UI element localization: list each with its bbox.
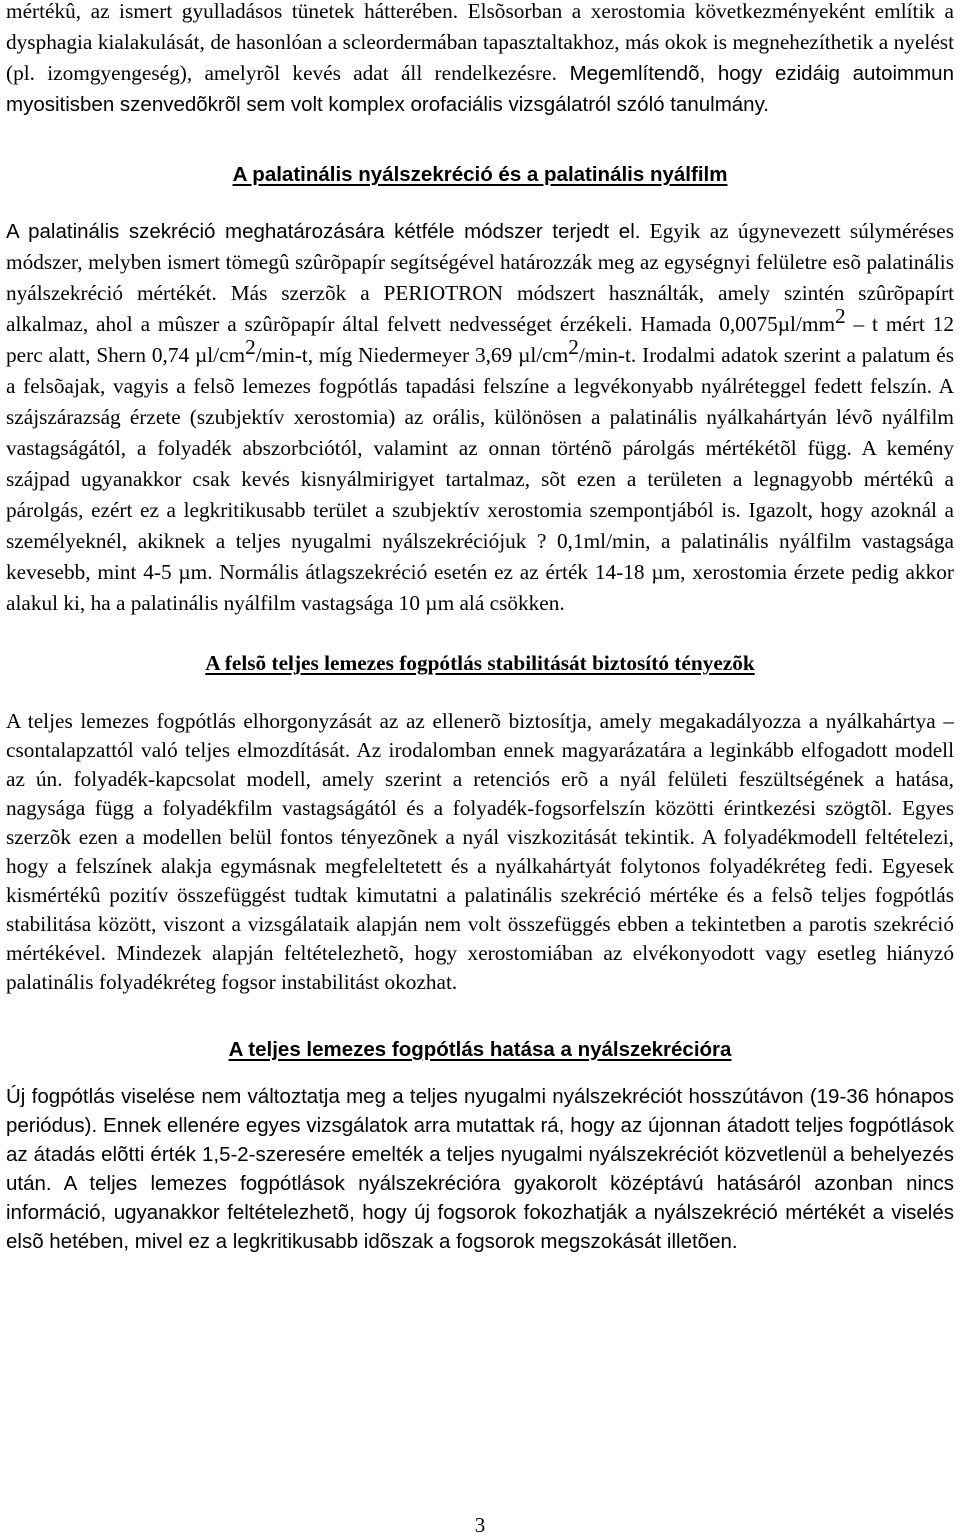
section-heading-palatinal	[6, 160, 954, 189]
section-heading-secretion-text: A teljes lemezes fogpótlás hatása a nyálszekrécióra	[228, 1038, 732, 1061]
text-run: Egyes szerzõk ezen a modellen belül fontos tényezõnek a nyál viszkozitását tekintik.	[6, 796, 954, 849]
page-number: 3	[474, 1513, 486, 1537]
text-run: Új fogpótlás viselése nem változtatja meg a teljes nyugalmi nyálszekréciót hosszútávon (19-36 hónapos periódus).	[6, 1085, 954, 1137]
text-run: A palatinális szekréció meghatározására kétféle módszer terjedt el.	[6, 220, 641, 243]
section-heading-palatinal-text: A palatinális nyálszekréció és a palatinális nyálfilm	[232, 163, 728, 186]
palatinal-paragraph	[6, 217, 954, 620]
superscript: 2	[245, 335, 256, 359]
stability-paragraph	[6, 707, 954, 997]
intro-sentence-2: Megemlítendõ, hogy ezidáig autoimmun myositisben szenvedõkrõl sem volt komplex orofaciális vizsgálatról szóló tanulmány.	[6, 62, 954, 116]
section-heading-secretion	[6, 1035, 954, 1064]
document-page	[6, 0, 954, 1256]
text-run: /min-t, míg Niedermeyer 3,69 µl/cm	[255, 343, 569, 367]
text-run: Más szerzõk a PERIOTRON módszert használták, amely szintén szûrõpapírt alkalmaz, ahol a mûszer a szûrõpapír által felvett nedvességet érzékeli. Hamada 0,0075µl/mm	[6, 281, 954, 336]
section-heading-stability	[6, 649, 954, 678]
text-run: A teljes lemezes fogpótlás elhorgonyzását az az ellenerõ biztosítja, amely megakadályozza a nyálkahártya – csontalapzattól való teljes elmozdítását.	[6, 709, 954, 762]
intro-paragraph	[6, 0, 954, 121]
superscript: 2	[568, 335, 579, 359]
text-run: /min-t.	[578, 343, 637, 367]
text-run: A kemény szájpad ugyanakkor csak kevés kisnyálmirigyet tartalmaz, sõt ezen a területen a legnagyobb mértékû a párolgás, ezért ez a legkritikusabb terület a szubjektív xerostomia szempontjából is.	[6, 436, 955, 522]
text-run: Normális átlagszekréció esetén ez az érték 14-18 µm, xerostomia érzete pedig akkor alakul ki, ha a palatinális nyálfilm vastagsága 10 µm alá csökken.	[6, 560, 954, 615]
text-run: A teljes lemezes fogpótlások nyálszekrécióra gyakorolt középtávú hatásáról azonban nincs információ, ugyanakkor feltételezhetõ, hogy új fogsorok fokozhatják a nyálszekréció mértékét a viselés elsõ hetében, mivel ez a legkritikusabb idõszak a fogsorok megszokását illetõen.	[6, 1172, 954, 1253]
intro-sentence-1: mértékû, az ismert gyulladásos tünetek hátterében. Elsõsorban a xerostomia következményeként említik a dysphagia kialakulását, de hasonlóan a scleordermában tapasztaltakhoz, más okok is megnehezíthetik a nyelést (pl. izomgyengeség), amelyrõl kevés adat áll rendelkezésre.	[6, 0, 954, 85]
text-run: Irodalmi adatok szerint a palatum és a felsõajak, vagyis a felsõ lemezes fogpótlás tapadási felszíne a legvékonyabb nyálréteggel fedett felszín.	[6, 343, 954, 398]
text-run: A szájszárazság érzete (szubjektív xerostomia) az orális, különösen a palatinális nyálkahártyán lévõ nyálfilm vastagságától, a folyadék abszorbciótól, valamint az onnan történõ párolgás mértékétõl függ.	[6, 374, 954, 460]
secretion-paragraph	[6, 1082, 954, 1256]
text-run: Ennek ellenére egyes vizsgálatok arra mutattak rá, hogy az újonnan átadott teljes fogpótlások az átadás elõtti érték 1,5-2-szeresére emelték a teljes nyugalmi nyálszekréciót közvetlenül a behelyezés után.	[6, 1114, 954, 1195]
text-run: Egyik az úgynevezett súlyméréses módszer, melyben ismert tömegû szûrõpapír segítségével határozzák meg az egységnyi felületre esõ palatinális nyálszekréció mértékét.	[6, 219, 954, 305]
text-run: Egyesek kismértékû pozitív összefüggést tudtak kimutatni a palatinális szekréció mértéke és a felsõ teljes fogpótlás stabilitása között, viszont a vizsgálataik alapján nem volt összefüggés ebben a tekintetben a parotis szekréció mértékével.	[6, 854, 954, 965]
text-run: Az irodalomban ennek magyarázatára a leginkább elfogadott modell az ún. folyadék-kapcsolat modell, amely szerint a retenciós erõ a nyál felületi feszültségének a hatása, nagysága függ a folyadékfilm vastagságától és a folyadék-fogsorfelszín közötti érintkezési szögtõl.	[6, 738, 955, 820]
text-run: Mindezek alapján feltételezhetõ, hogy xerostomiában az elvékonyodott vagy esetleg hiányzó palatinális folyadékréteg fogsor instabilitást okozhat.	[6, 941, 954, 994]
superscript: 2	[835, 304, 846, 328]
section-heading-stability-text: A felsõ teljes lemezes fogpótlás stabilitását biztosító tényezõk	[205, 651, 755, 675]
text-run: – t mért 12 perc alatt, Shern 0,74 µl/cm	[6, 312, 954, 367]
text-run: Igazolt, hogy azoknál a személyeknél, akiknek a teljes nyugalmi nyálszekréciójuk ? 0,1ml/min, a palatinális nyálfilm vastagsága kevesebb, mint 4-5 µm.	[6, 498, 954, 584]
text-run: A folyadékmodell feltételezi, hogy a felszínek alakja egymásnak megfeleltetett és a nyálkahártyát folytonos folyadékréteg fedi.	[6, 825, 954, 878]
